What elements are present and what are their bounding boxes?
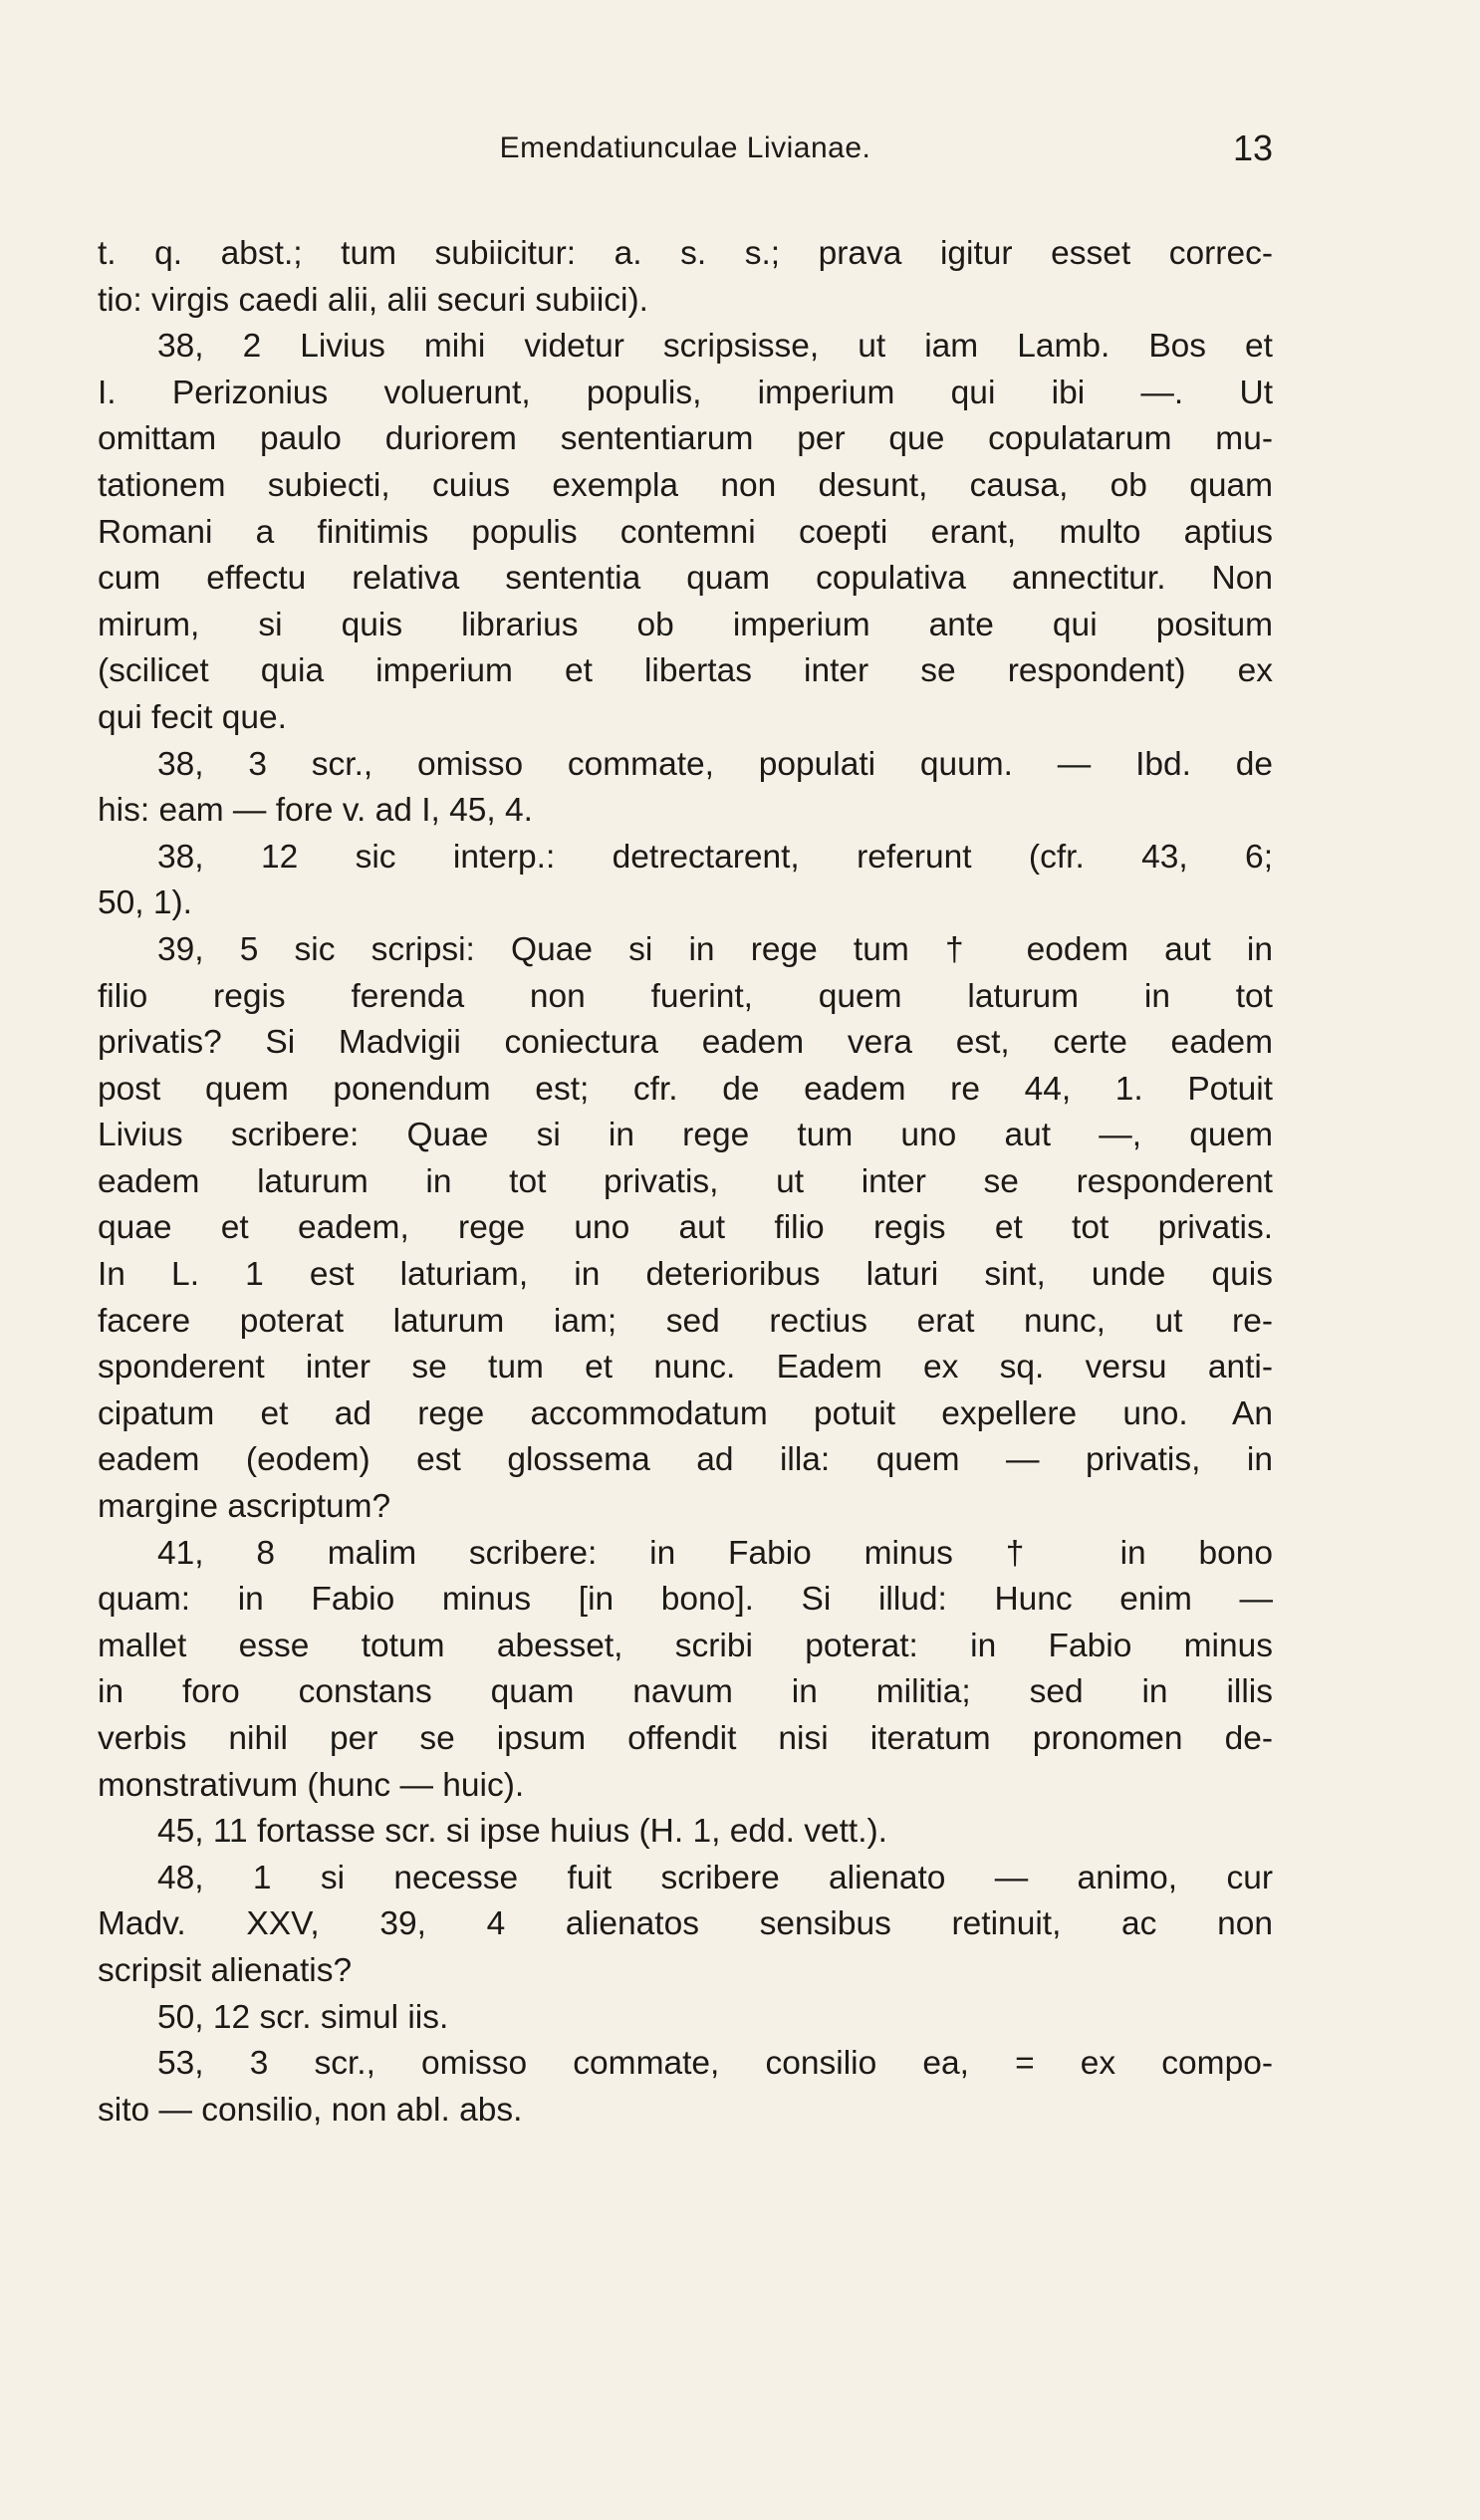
text-line: 38, 12 sic interp.: detrectarent, referunt (cfr. 43, 6; [157,838,1273,876]
text-line: post quem ponendum est; cfr. de eadem re 44, 1. Potuit [98,1070,1273,1108]
text-line: 50, 1). [98,884,192,922]
text-line: margine ascriptum? [98,1488,391,1526]
text-line: omittam paulo duriorem sententiarum per que copulatarum mu- [98,420,1273,458]
text-line: Livius scribere: Quae si in rege tum uno aut —, quem [98,1117,1273,1154]
text-line: verbis nihil per se ipsum offendit nisi iteratum pronomen de- [98,1720,1273,1757]
text-line: eadem laturum in tot privatis, ut inter se responderent [98,1162,1273,1200]
text-line: 41, 8 malim scribere: in Fabio minus † in bono [157,1534,1273,1572]
text-line: tationem subiecti, cuius exempla non desunt, causa, ob quam [98,466,1273,504]
text-line: 53, 3 scr., omisso commate, consilio ea, = ex compo- [157,2045,1273,2083]
text-line: In L. 1 est laturiam, in deterioribus laturi sint, unde quis [98,1256,1273,1294]
text-line: (scilicet quia imperium et libertas inter se respondent) ex [98,652,1273,690]
text-line: facere poterat laturum iam; sed rectius erat nunc, ut re- [98,1302,1273,1340]
text-line: sito — consilio, non abl. abs. [98,2091,523,2129]
text-line: qui fecit que. [98,698,287,736]
text-line: in foro constans quam navum in militia; sed in illis [98,1673,1273,1711]
text-line: I. Perizonius voluerunt, populis, imperium qui ibi —. Ut [98,374,1273,411]
text-line: tio: virgis caedi alii, alii securi subiici). [98,281,648,319]
text-line: t. q. abst.; tum subiicitur: a. s. s.; prava igitur esset correc- [98,235,1273,272]
text-line: 48, 1 si necesse fuit scribere alienato — animo, cur [157,1859,1273,1896]
text-line: privatis? Si Madvigii coniectura eadem vera est, certe eadem [98,1024,1273,1062]
text-line: quam: in Fabio minus [in bono]. Si illud: Hunc enim — [98,1581,1273,1619]
text-line: quae et eadem, rege uno aut filio regis et tot privatis. [98,1209,1273,1247]
text-line: monstrativum (hunc — huic). [98,1766,525,1804]
body-text [98,231,1273,2134]
running-header [98,127,1273,179]
text-line: cum effectu relativa sententia quam copulativa annectitur. Non [98,560,1273,598]
text-line: 45, 11 fortasse scr. si ipse huius (H. 1, edd. vett.). [157,1813,887,1851]
text-line: sponderent inter se tum et nunc. Eadem ex sq. versu anti- [98,1349,1273,1386]
text-line: Romani a finitimis populis contemni coepti erant, multo aptius [98,513,1273,551]
text-line: 38, 2 Livius mihi videtur scripsisse, ut iam Lamb. Bos et [157,328,1273,366]
text-line: 39, 5 sic scripsi: Quae si in rege tum † eodem aut in [157,930,1273,968]
text-line: 38, 3 scr., omisso commate, populati quum. — Ibd. de [157,745,1273,783]
text-line: scripsit alienatis? [98,1951,353,1989]
text-line: mallet esse totum abesset, scribi poterat: in Fabio minus [98,1627,1273,1664]
running-title: Emendatiunculae Livianae. [499,131,871,164]
text-line: cipatum et ad rege accommodatum potuit expellere uno. An [98,1394,1273,1432]
text-line: filio regis ferenda non fuerint, quem laturum in tot [98,977,1273,1015]
page-number: 13 [1232,127,1273,168]
text-line: eadem (eodem) est glossema ad illa: quem — privatis, in [98,1441,1273,1479]
text-line: his: eam — fore v. ad I, 45, 4. [98,792,533,830]
text-line: Madv. XXV, 39, 4 alienatos sensibus retinuit, ac non [98,1905,1273,1943]
text-line: 50, 12 scr. simul iis. [157,1998,449,2036]
text-line: mirum, si quis librarius ob imperium ante qui positum [98,606,1273,643]
